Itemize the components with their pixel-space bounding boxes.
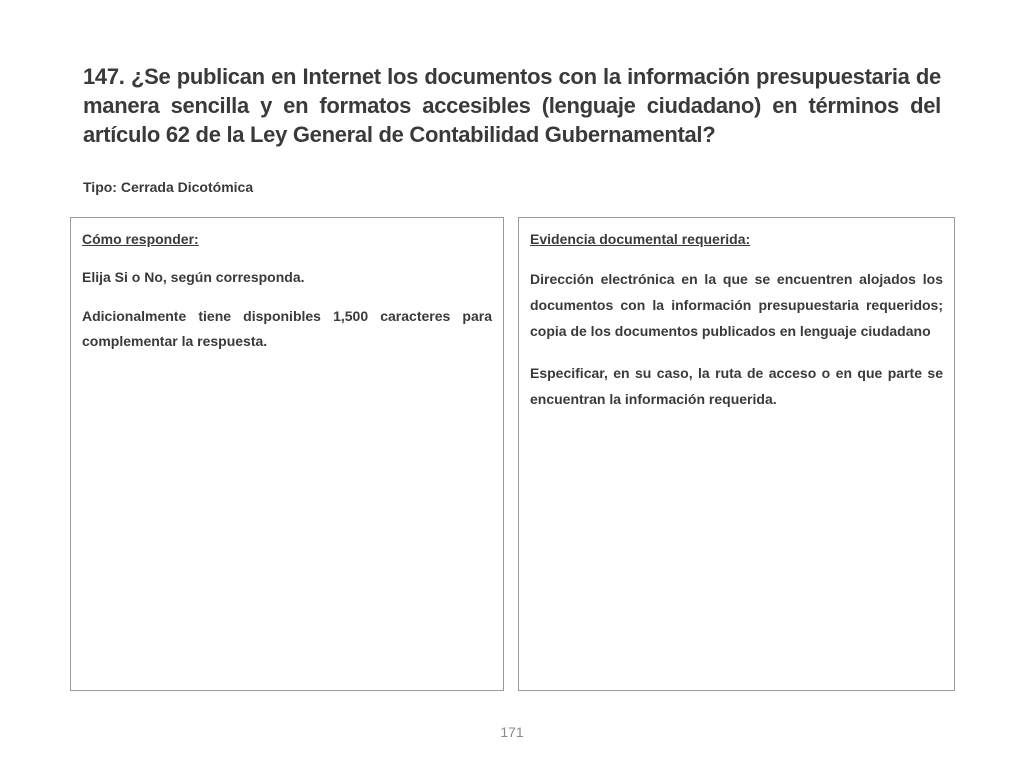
question-text: 147. ¿Se publican en Internet los documentos con la información presupuestaria de manera sencilla y en formatos accesibles (lenguaje ciudadano) en términos del artículo 62 de la Ley General de Contabilidad Gubernamental? [83,64,941,147]
how-to-respond-panel [70,217,504,691]
evidence-specification: Especificar, en su caso, la ruta de acceso o en que parte se encuentran la información requerida. [530,365,943,407]
evidence-heading: Evidencia documental requerida: [530,231,751,247]
evidence-requirement: Dirección electrónica en la que se encuentren alojados los documentos con la información presupuestaria requeridos; copia de los documentos publicados en lenguaje ciudadano [530,271,943,339]
how-to-respond-instruction: Elija Si o No, según corresponda. [82,269,305,285]
question-type: Tipo: Cerrada Dicotómica [83,179,254,195]
evidence-panel [518,217,955,691]
page-number: 171 [500,724,524,740]
how-to-respond-additional: Adicionalmente tiene disponibles 1,500 caracteres para complementar la respuesta. [82,308,492,349]
how-to-respond-heading: Cómo responder: [82,231,199,247]
